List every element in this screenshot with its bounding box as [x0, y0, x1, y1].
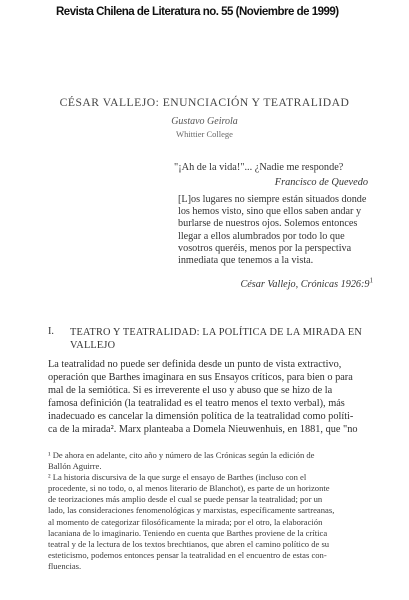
journal-header: Revista Chilena de Literatura no. 55 (Noviembre de 1999): [56, 5, 339, 19]
body-text: [48, 358, 388, 436]
footnote-line: Ballón Aguirre.: [48, 461, 102, 472]
footnote-line: lacaniana de lo imaginario. Teniendo en cuenta que Barthes proviene de la crítica: [48, 527, 328, 538]
body-line: ca de la mirada². Marx planteaba a Domela Nieuwenhuis, en 1881, que "no: [48, 424, 358, 435]
epigraph-source-text: César Vallejo, Crónicas 1926:9: [240, 279, 370, 290]
footnote-line: esteticismo, podemos entonces pensar la teatralidad en el encuentro de estas con-: [48, 549, 327, 560]
section-title: TEATRO Y TEATRALIDAD: LA POLÍTICA DE LA MIRADA EN VALLEJO: [70, 327, 362, 351]
section-number: I.: [48, 326, 55, 337]
footnote-line: ¹ De ahora en adelante, cito año y número de las Crónicas según la edición de: [48, 450, 315, 460]
footnote-line: teatral y de la lectura de los textos brechtianos, que abren el camino político de su: [48, 538, 330, 549]
body-line: La teatralidad no puede ser definida desde un punto de vista extractivo,: [48, 359, 342, 370]
author-name: Gustavo Geirola: [171, 116, 238, 127]
epigraph-line: vosotros queréis, menos por la perspectiva: [178, 242, 352, 254]
epigraph-line: llegar a ellos alumbrados por todo lo que: [178, 230, 345, 242]
footnote-line: fluencias.: [48, 560, 82, 571]
epigraph-quote: "¡Ah de la vida!"... ¿Nadie me responde?: [174, 162, 344, 173]
article-title: CÉSAR VALLEJO: ENUNCIACIÓN Y TEATRALIDAD: [59, 96, 350, 109]
epigraph-source: Francisco de Quevedo: [274, 177, 368, 188]
epigraph-block: [178, 194, 378, 267]
footnotes: [48, 450, 388, 572]
epigraph-source: [240, 276, 373, 290]
epigraph-line: [L]os lugares no siempre están situados donde: [178, 194, 367, 205]
body-line: inadecuado es cancelar la dimensión política de la teatralidad como políti-: [48, 411, 354, 422]
footnote-mark: 1: [369, 276, 373, 285]
body-line: famosa definición (la teatralidad es el teatro menos el texto verbal), más: [48, 398, 345, 409]
epigraph-line: burlarse de nuestros ojos. Solemos entonces: [178, 218, 358, 230]
footnote-line: procedente, si no todo, o, al menos literario de Blanchot), es parte de un horizonte: [48, 483, 330, 494]
footnote-line: ² La historia discursiva de la que surge el ensayo de Barthes (incluso con el: [48, 472, 307, 483]
footnote-line: de teorizaciones más amplio desde el cual se puede pensar la teatralidad; por un: [48, 494, 323, 505]
epigraph-line: los hemos visto, sino que ellos saben andar y: [178, 206, 362, 218]
epigraph-line: inmediata que tenemos a la vista.: [178, 255, 314, 267]
body-line: operación que Barthes imaginara en sus Ensayos críticos, para bien o para: [48, 372, 353, 383]
footnote-line: lado, las consideraciones fenomenológicas y marxistas, específicamente sartreanas,: [48, 505, 335, 516]
body-line: mal de la semiótica. Si es irreverente el uso y abuso que se hizo de la: [48, 385, 333, 396]
footnote-line: al momento de categorizar filosóficamente la mirada; por el otro, la elaboración: [48, 516, 323, 527]
author-affiliation: Whittier College: [176, 129, 233, 139]
